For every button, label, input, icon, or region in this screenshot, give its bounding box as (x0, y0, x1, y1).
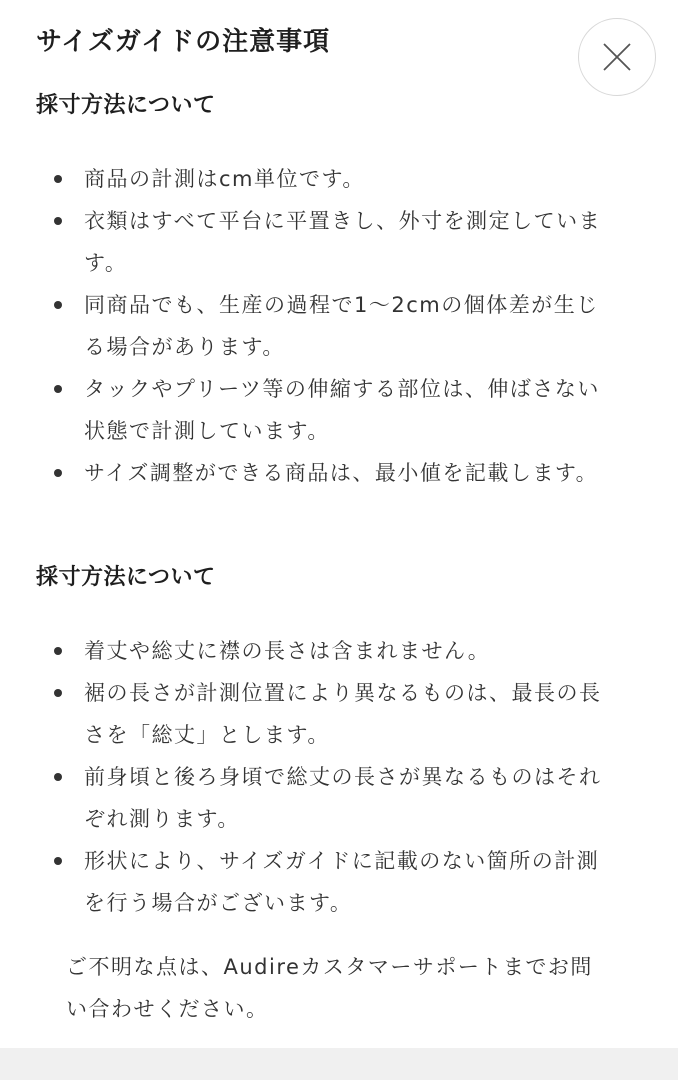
list-item: 商品の計測はcm単位です。 (36, 158, 614, 200)
list-item: タックやプリーツ等の伸縮する部位は、伸ばさない状態で計測しています。 (36, 368, 614, 452)
list-item: 裾の長さが計測位置により異なるものは、最長の長さを「総丈」とします。 (36, 672, 614, 756)
note-list (36, 630, 636, 924)
section-heading: 採寸方法について (36, 565, 216, 590)
list-item: 前身頃と後ろ身頃で総丈の長さが異なるものはそれぞれ測ります。 (36, 756, 614, 840)
note-list (36, 158, 636, 494)
measurement-notes-section (36, 90, 636, 494)
close-button[interactable] (578, 18, 656, 96)
modal-title: サイズガイドの注意事項 (36, 27, 331, 57)
list-item: 着丈や総丈に襟の長さは含まれません。 (36, 630, 614, 672)
list-item: 同商品でも、生産の過程で1〜2cmの個体差が生じる場合があります。 (36, 284, 614, 368)
list-item: 衣類はすべて平台に平置きし、外寸を測定しています。 (36, 200, 614, 284)
section-heading: 採寸方法について (36, 93, 216, 118)
close-icon (603, 43, 631, 71)
contact-note: ご不明な点は、Audireカスタマーサポートまでお問い合わせください。 (66, 955, 593, 1021)
measurement-method-section (36, 562, 636, 924)
list-item: 形状により、サイズガイドに記載のない箇所の計測を行う場合がございます。 (36, 840, 614, 924)
list-item: サイズ調整ができる商品は、最小値を記載します。 (36, 452, 614, 494)
